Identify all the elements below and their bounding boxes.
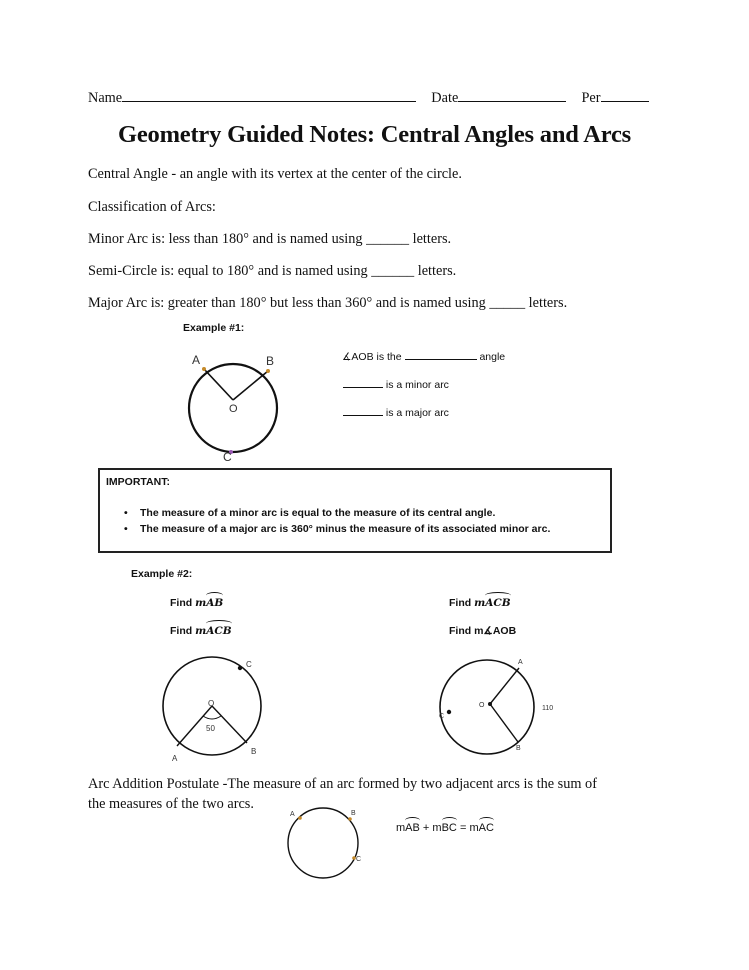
m-prefix: m [396,822,406,834]
example2-find-macb-right [449,597,511,609]
arc-ac: AC [478,822,494,834]
arc-bc: BC [441,822,457,834]
example1-heading: Example #1: [183,322,245,334]
m-prefix: m [474,597,486,609]
important-bullet-2 [124,523,550,535]
m-prefix: m [195,597,207,609]
arc-acb: ACB [485,597,511,609]
example1-line2-blank[interactable] [343,378,383,388]
arc-addition-label-a: A [290,811,295,818]
semi-circle-definition: Semi-Circle is: equal to 180° and is named using ______ letters. [88,263,457,279]
minor-arc-definition: Minor Arc is: less than 180° and is named using ______ letters. [88,231,452,247]
example2-left-radius-ob [212,706,247,743]
example2-left-label-c: C [246,660,252,669]
header-line [88,90,649,107]
arc-ab: AB [405,822,420,834]
arc-addition-line-2: the measures of the two arcs. [88,796,254,812]
example1-line1-suffix: angle [479,351,506,363]
arc-addition-point-a [298,816,302,820]
date-label: Date [431,90,459,106]
important-bullet-1-text: The measure of a minor arc is equal to the measure of its central angle. [140,507,496,519]
example2-left-diagram [155,654,285,766]
find-label: Find [449,597,472,609]
example2-right-radius-ob [490,704,518,742]
example2-find-mab [170,597,223,609]
example2-right-diagram [430,654,570,766]
arc-addition-diagram [283,806,373,880]
example2-left-point-c [238,666,242,670]
example1-diagram [180,348,300,463]
example2-left-angle-arc [203,716,221,719]
important-bullet-2-text: The measure of a major arc is 360° minus the measure of its associated minor arc. [140,523,551,535]
arc-addition-label-b: B [351,810,356,817]
example1-line3-blank[interactable] [343,406,383,416]
per-label: Per [581,90,601,106]
equals-sign: = [459,822,467,834]
example1-line3-text: is a major arc [385,407,449,419]
major-arc-definition: Major Arc is: greater than 180° but less than 360° and is named using _____ letters. [88,295,568,311]
example1-line3 [343,406,449,419]
example1-label-o: O [229,403,238,415]
example1-label-b: B [266,354,275,368]
arc-addition-formula [396,822,494,834]
example1-line2 [343,378,449,391]
plus-sign: + [422,822,430,834]
find-label: Find [170,625,193,637]
example1-label-a: A [192,353,201,367]
arc-addition-line-1: Arc Addition Postulate -The measure of an arc formed by two adjacent arcs is the sum of [88,776,597,792]
example2-right-label-angle: 110 [542,705,554,712]
important-bullet-1 [124,507,495,519]
example1-line1 [342,350,505,363]
date-blank[interactable] [458,90,566,102]
arc-acb: ACB [206,625,232,637]
arc-addition-point-b [348,817,352,821]
example1-radius-ob [233,371,268,400]
example2-right-label-b: B [516,745,521,752]
example1-point-a [202,367,206,371]
bullet-icon: • [124,507,128,519]
example1-label-c: C [223,450,232,463]
example1-line1-blank[interactable] [405,350,477,360]
example2-right-point-o [488,702,492,706]
example2-right-radius-oa [490,668,519,704]
example2-find-angle-aob [449,625,516,637]
page-title: Geometry Guided Notes: Central Angles and Arcs [118,121,631,148]
find-label: Find [170,597,193,609]
example2-left-label-b: B [251,747,257,756]
example1-point-b [266,369,270,373]
find-label: Find [449,625,472,637]
central-angle-definition: Central Angle - an angle with its vertex at the center of the circle. [88,166,462,182]
name-label: Name [88,90,123,106]
example1-radius-oa [204,369,233,400]
classification-heading: Classification of Arcs: [88,199,216,215]
m-prefix: m [469,822,479,834]
example2-find-macb-left [170,625,232,637]
important-heading: IMPORTANT: [106,476,170,488]
angle-aob: m∡AOB [474,625,517,637]
bullet-icon: • [124,523,128,535]
example2-right-point-c [447,710,451,714]
arc-addition-label-c: C [356,856,362,863]
example1-line2-text: is a minor arc [385,379,449,391]
arc-ab: AB [206,597,224,609]
example2-right-label-c: C [439,713,445,720]
per-blank[interactable] [601,90,649,102]
example2-right-label-o: O [479,702,485,709]
m-prefix: m [432,822,442,834]
example2-heading: Example #2: [131,568,193,580]
example1-line1-prefix: ∡AOB is the [342,351,402,363]
example2-right-label-a: A [518,659,523,666]
example2-right-circle [440,660,534,754]
name-blank[interactable] [122,90,416,102]
m-prefix: m [195,625,207,637]
example2-left-label-angle: 50 [206,724,215,733]
example2-left-label-o: O [208,699,215,708]
example2-left-label-a: A [172,754,178,763]
